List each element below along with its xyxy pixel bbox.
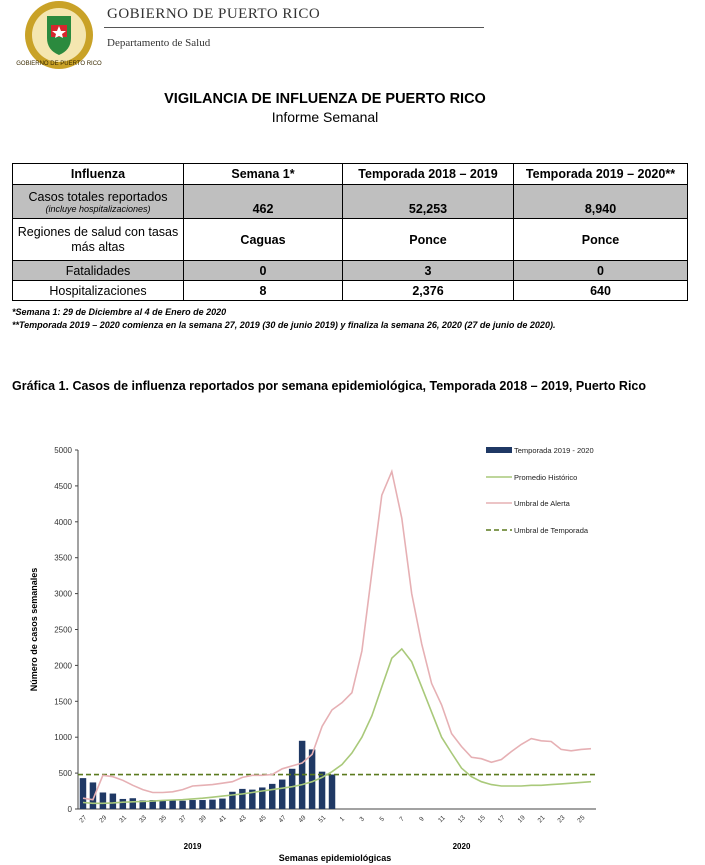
y-tick-label: 4500 bbox=[54, 481, 72, 491]
legend-label: Umbral de Temporada bbox=[514, 526, 589, 535]
x-axis-title: Semanas epidemiológicas bbox=[278, 853, 392, 863]
bar-week-36 bbox=[169, 800, 175, 809]
legend-label: Promedio Histórico bbox=[514, 473, 578, 482]
x-tick-label: 33 bbox=[138, 814, 149, 825]
x-tick-label: 27 bbox=[78, 814, 89, 825]
bar-week-32 bbox=[130, 798, 136, 809]
y-tick-label: 1500 bbox=[54, 697, 72, 707]
y-tick-label: 1000 bbox=[54, 733, 72, 743]
table-cell: 8,940 bbox=[514, 185, 688, 219]
y-tick-label: 3500 bbox=[54, 553, 72, 563]
table-cell: 2,376 bbox=[343, 281, 514, 301]
table-cell: 462 bbox=[184, 185, 343, 219]
x-tick-label: 11 bbox=[437, 814, 447, 825]
x-tick-label: 41 bbox=[217, 814, 228, 825]
legend-swatch-season-bars bbox=[486, 447, 512, 453]
table-cell: 0 bbox=[184, 261, 343, 281]
year-label-2019: 2019 bbox=[183, 842, 202, 851]
x-tick-label: 43 bbox=[237, 814, 248, 825]
table-cell: Ponce bbox=[343, 219, 514, 261]
y-tick-label: 500 bbox=[58, 769, 72, 779]
bar-week-46 bbox=[269, 784, 275, 809]
report-subtitle: Informe Semanal bbox=[271, 109, 379, 125]
report-title: VIGILANCIA DE INFLUENZA DE PUERTO RICO bbox=[164, 91, 486, 107]
x-tick-label: 37 bbox=[177, 814, 188, 825]
bar-week-47 bbox=[279, 780, 285, 809]
bar-week-43 bbox=[239, 789, 245, 809]
table-cell: 640 bbox=[514, 281, 688, 301]
x-tick-label: 47 bbox=[277, 814, 288, 825]
table-cell: Ponce bbox=[514, 219, 688, 261]
bar-week-31 bbox=[120, 799, 126, 809]
y-tick-label: 2500 bbox=[54, 625, 72, 635]
footnote-season: **Temporada 2019 – 2020 comienza en la semana 27, 2019 (30 de junio 2019) y finaliza la semana 26, 2020 (27 de junio de 2020). bbox=[12, 320, 556, 330]
row-label-note: (incluye hospitalizaciones) bbox=[45, 203, 151, 214]
bar-week-30 bbox=[110, 794, 116, 809]
x-tick-label: 51 bbox=[317, 814, 328, 825]
department-name: Departamento de Salud bbox=[107, 37, 211, 49]
x-tick-label: 19 bbox=[516, 814, 527, 825]
y-tick-label: 0 bbox=[67, 805, 72, 814]
bar-week-27 bbox=[80, 778, 86, 809]
x-tick-label: 15 bbox=[476, 814, 487, 825]
historical-average-line bbox=[83, 649, 591, 803]
table-cell: 52,253 bbox=[343, 185, 514, 219]
bar-week-37 bbox=[179, 801, 185, 809]
x-tick-label: 25 bbox=[576, 814, 587, 825]
row-label: Fatalidades bbox=[13, 261, 184, 281]
bar-week-38 bbox=[189, 800, 195, 809]
x-tick-label: 5 bbox=[378, 815, 386, 824]
x-tick-label: 39 bbox=[197, 814, 208, 825]
x-tick-label: 1 bbox=[338, 815, 347, 824]
y-tick-label: 4000 bbox=[54, 517, 72, 527]
x-tick-label: 9 bbox=[418, 815, 426, 824]
footnote-week: *Semana 1: 29 de Diciembre al 4 de Enero de 2020 bbox=[12, 307, 227, 317]
row-label: Regiones de salud con tasas más altas bbox=[13, 219, 184, 261]
year-label-2020: 2020 bbox=[452, 842, 471, 851]
bar-week-52 bbox=[329, 775, 335, 809]
row-label-text: Casos totales reportados bbox=[28, 189, 168, 204]
table-cell: 8 bbox=[184, 281, 343, 301]
seal-text: GOBIERNO DE PUERTO RICO bbox=[16, 61, 102, 67]
bar-week-50 bbox=[309, 749, 315, 809]
y-axis-title: Número de casos semanales bbox=[29, 567, 39, 692]
x-tick-label: 31 bbox=[118, 814, 129, 825]
row-label: Hospitalizaciones bbox=[13, 281, 184, 301]
x-tick-label: 13 bbox=[456, 814, 467, 825]
bar-week-40 bbox=[209, 800, 215, 809]
legend-label: Umbral de Alerta bbox=[514, 499, 570, 508]
x-tick-label: 45 bbox=[257, 814, 268, 825]
x-tick-label: 3 bbox=[358, 815, 367, 824]
y-tick-label: 2000 bbox=[54, 661, 72, 671]
col-header-week: Semana 1* bbox=[184, 164, 343, 185]
bar-week-35 bbox=[159, 800, 165, 809]
col-header-season-2018: Temporada 2018 – 2019 bbox=[343, 164, 514, 185]
table-cell: 3 bbox=[343, 261, 514, 281]
graph-title: Gráfica 1. Casos de influenza reportados por semana epidemiológica, Temporada 2018 – 2019, Puerto Rico bbox=[12, 379, 647, 393]
col-header-season-2019: Temporada 2019 – 2020** bbox=[514, 164, 688, 185]
bar-week-39 bbox=[199, 800, 205, 809]
x-tick-label: 7 bbox=[398, 815, 406, 824]
alert-threshold-line bbox=[83, 472, 591, 800]
government-title: GOBIERNO DE PUERTO RICO bbox=[107, 6, 321, 22]
table-cell: Caguas bbox=[184, 219, 343, 261]
x-tick-label: 17 bbox=[496, 814, 507, 825]
y-tick-label: 3000 bbox=[54, 589, 72, 599]
y-tick-label: 5000 bbox=[54, 446, 72, 455]
x-tick-label: 49 bbox=[297, 814, 308, 825]
bar-week-29 bbox=[100, 792, 106, 809]
col-header-influenza: Influenza bbox=[13, 164, 184, 185]
x-tick-label: 21 bbox=[536, 814, 547, 825]
x-tick-label: 35 bbox=[157, 814, 169, 825]
x-tick-label: 29 bbox=[98, 814, 109, 825]
x-tick-label: 23 bbox=[556, 814, 567, 825]
bar-week-41 bbox=[219, 799, 225, 809]
legend-label: Temporada 2019 - 2020 bbox=[514, 446, 594, 455]
table-cell: 0 bbox=[514, 261, 688, 281]
